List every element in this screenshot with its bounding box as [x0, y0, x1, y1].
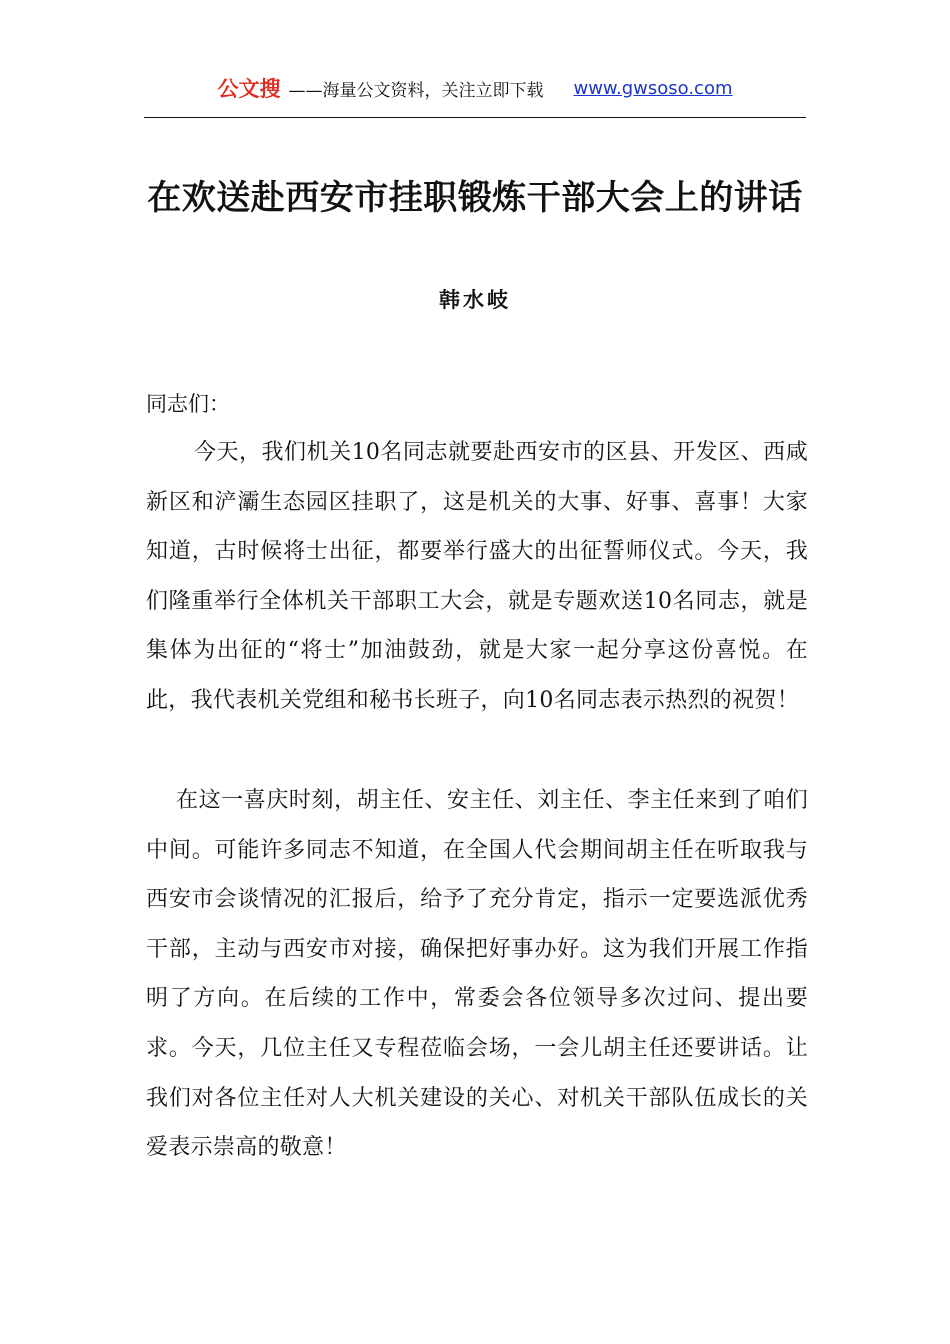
- document-title: 在欢送赴西安市挂职锻炼干部大会上的讲话: [147, 178, 803, 218]
- body-paragraph-1: 今天，我们机关10名同志就要赴西安市的区县、开发区、西咸新区和浐灞生态园区挂职了，这是机关的大事、好事、喜事！大家知道，古时候将士出征，都要举行盛大的出征誓师仪式。今天，我们隆重举行全体机关干部职工大会，就是专题欢送10名同志，就是集体为出征的“将士”加油鼓劲，就是大家一起分享这份喜悦。在此，我代表机关党组和秘书长班子，向10名同志表示热烈的祝贺！: [146, 440, 808, 713]
- document-author: 韩水岐: [439, 287, 511, 312]
- body-paragraph-2: 在这一喜庆时刻，胡主任、安主任、刘主任、李主任来到了咱们中间。可能许多同志不知道，在全国人代会期间胡主任在听取我与西安市会谈情况的汇报后，给予了充分肯定，指示一定要选派优秀干部，主动与西安市对接，确保把好事办好。这为我们开展工作指明了方向。在后续的工作中，常委会各位领导多次过问、提出要求。今天，几位主任又专程莅临会场，一会儿胡主任还要讲话。让我们对各位主任对人大机关建设的关心、对机关干部队伍成长的关爱表示崇高的敬意！: [146, 788, 808, 1161]
- header-tagline: ——海量公文资料，关注立即下载: [288, 80, 544, 101]
- brand-logo-text: 公文搜: [217, 77, 281, 101]
- salutation: 同志们：: [146, 392, 230, 416]
- site-link[interactable]: www.gwsoso.com: [573, 77, 733, 99]
- header-divider: [144, 117, 806, 118]
- page-header: [144, 70, 806, 106]
